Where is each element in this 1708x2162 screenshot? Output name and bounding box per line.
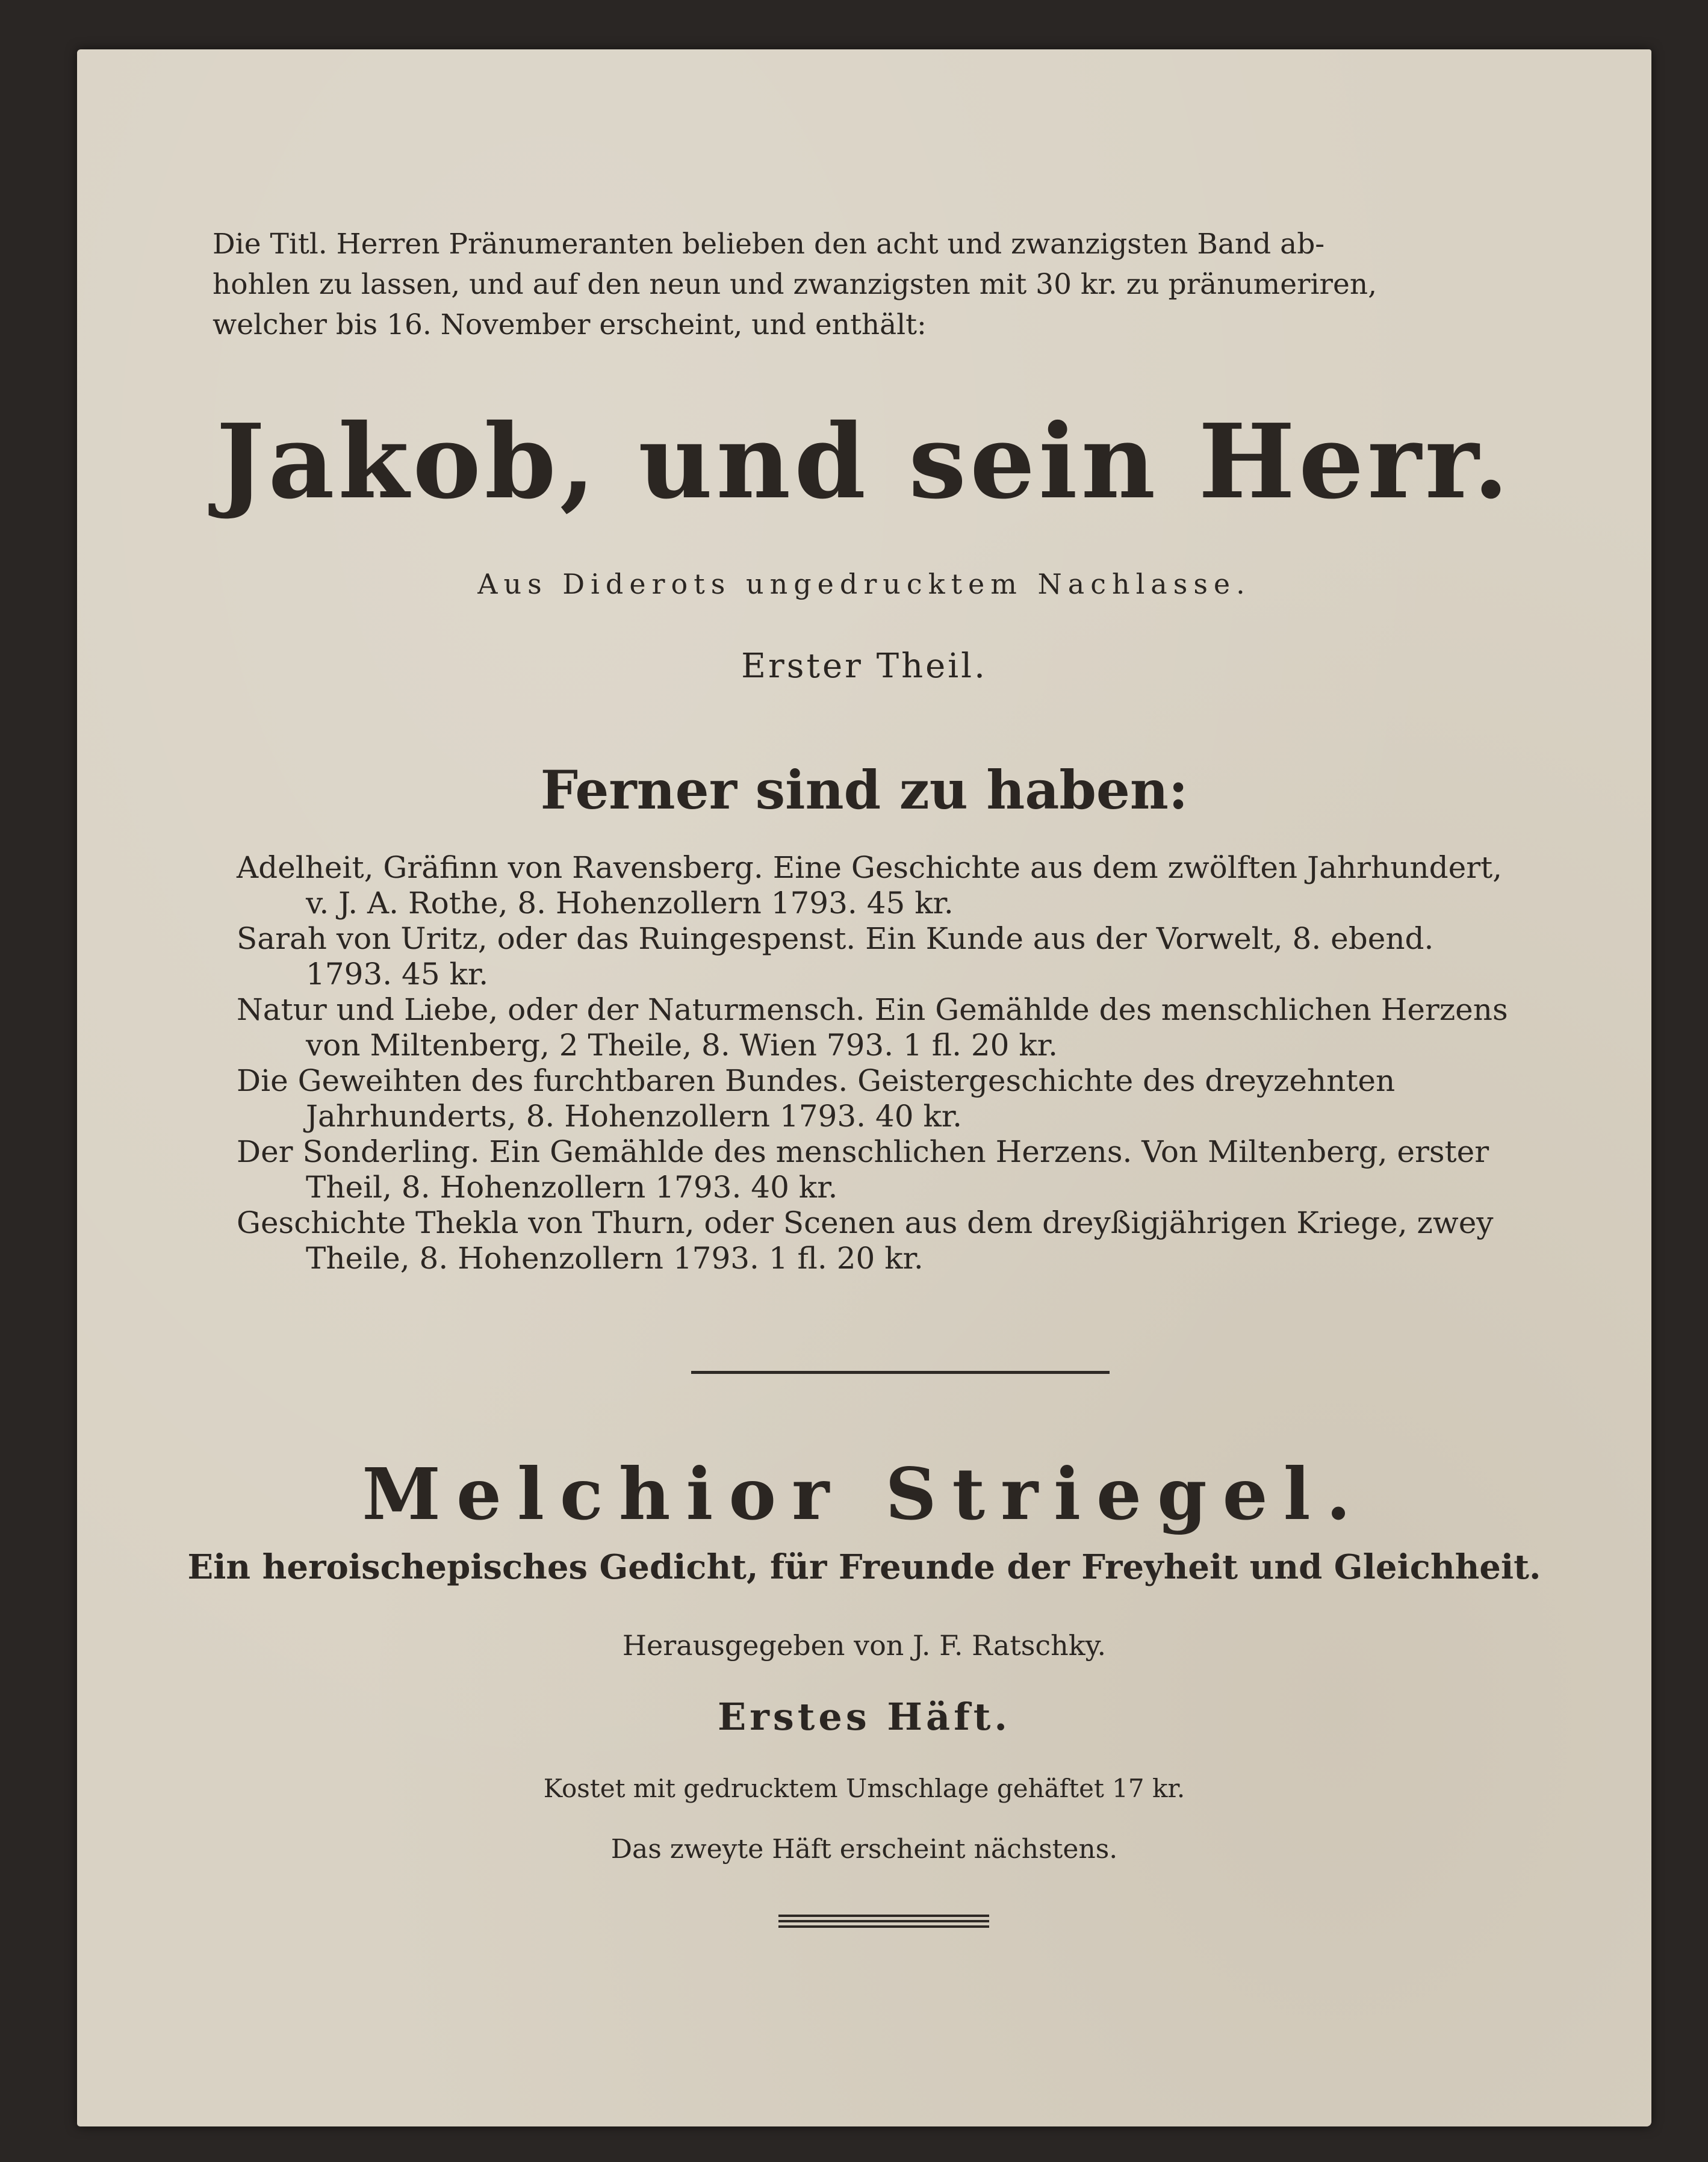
subscriber-notice (213, 224, 1531, 345)
list-item: Adelheit, Gräfinn von Ravensberg. Eine Geschichte aus dem zwölften Jahrhundert, v. J. A. Rothe, 8. Hohenzollern 1793. 45 kr. (237, 850, 1503, 921)
list-item: Sarah von Uritz, oder das Ruingespenst. Ein Kunde aus der Vorwelt, 8. ebend. 1793. 45 kr. (237, 921, 1434, 992)
closing-ornament-rule (778, 1915, 989, 1928)
list-item: Die Geweihten des furchtbaren Bundes. Geistergeschichte des dreyzehnten Jahrhunderts, 8. Hohenzollern 1793. 40 kr. (237, 1063, 1396, 1134)
list-item: Der Sonderling. Ein Gemählde des menschlichen Herzens. Von Miltenberg, erster Theil, 8. Hohenzollern 1793. 40 kr. (237, 1134, 1489, 1205)
second-work-price: Kostet mit gedrucktem Umschlage gehäftet 17 kr. (543, 1774, 1185, 1803)
section-divider (691, 1371, 1110, 1374)
available-list (237, 850, 1522, 1276)
first-work-part: Erster Theil. (741, 647, 987, 686)
first-work-title: Jakob, und sein Herr. (216, 402, 1512, 522)
notice-line: welcher bis 16. November erscheint, und enthält: (213, 308, 927, 341)
second-work-title: Melchior Striegel. (362, 1452, 1367, 1536)
document-page (77, 49, 1651, 2126)
list-item: Natur und Liebe, oder der Naturmensch. Ein Gemählde des menschlichen Herzens von Miltenberg, 2 Theile, 8. Wien 793. 1 fl. 20 kr. (237, 992, 1508, 1063)
list-item: Geschichte Thekla von Thurn, oder Scenen aus dem dreyßigjährigen Kriege, zwey Theile, 8. Hohenzollern 1793. 1 fl. 20 kr. (237, 1205, 1494, 1276)
notice-line: Die Titl. Herren Pränumeranten belieben den acht und zwanzigsten Band ab- (213, 228, 1325, 261)
available-heading: Ferner sind zu haben: (540, 759, 1188, 821)
second-work-subtitle: Ein heroischepisches Gedicht, für Freunde der Freyheit und Gleichheit. (187, 1547, 1541, 1587)
second-work-issue: Erstes Häft. (717, 1695, 1011, 1739)
notice-line: hohlen zu lassen, und auf den neun und zwanzigsten mit 30 kr. zu pränumeriren, (213, 268, 1377, 301)
second-work-editor: Herausgegeben von J. F. Ratschky. (622, 1629, 1107, 1662)
second-work-next-issue: Das zweyte Häft erscheint nächstens. (610, 1834, 1118, 1865)
first-work-subtitle: Aus Diderots ungedrucktem Nachlasse. (477, 568, 1251, 600)
